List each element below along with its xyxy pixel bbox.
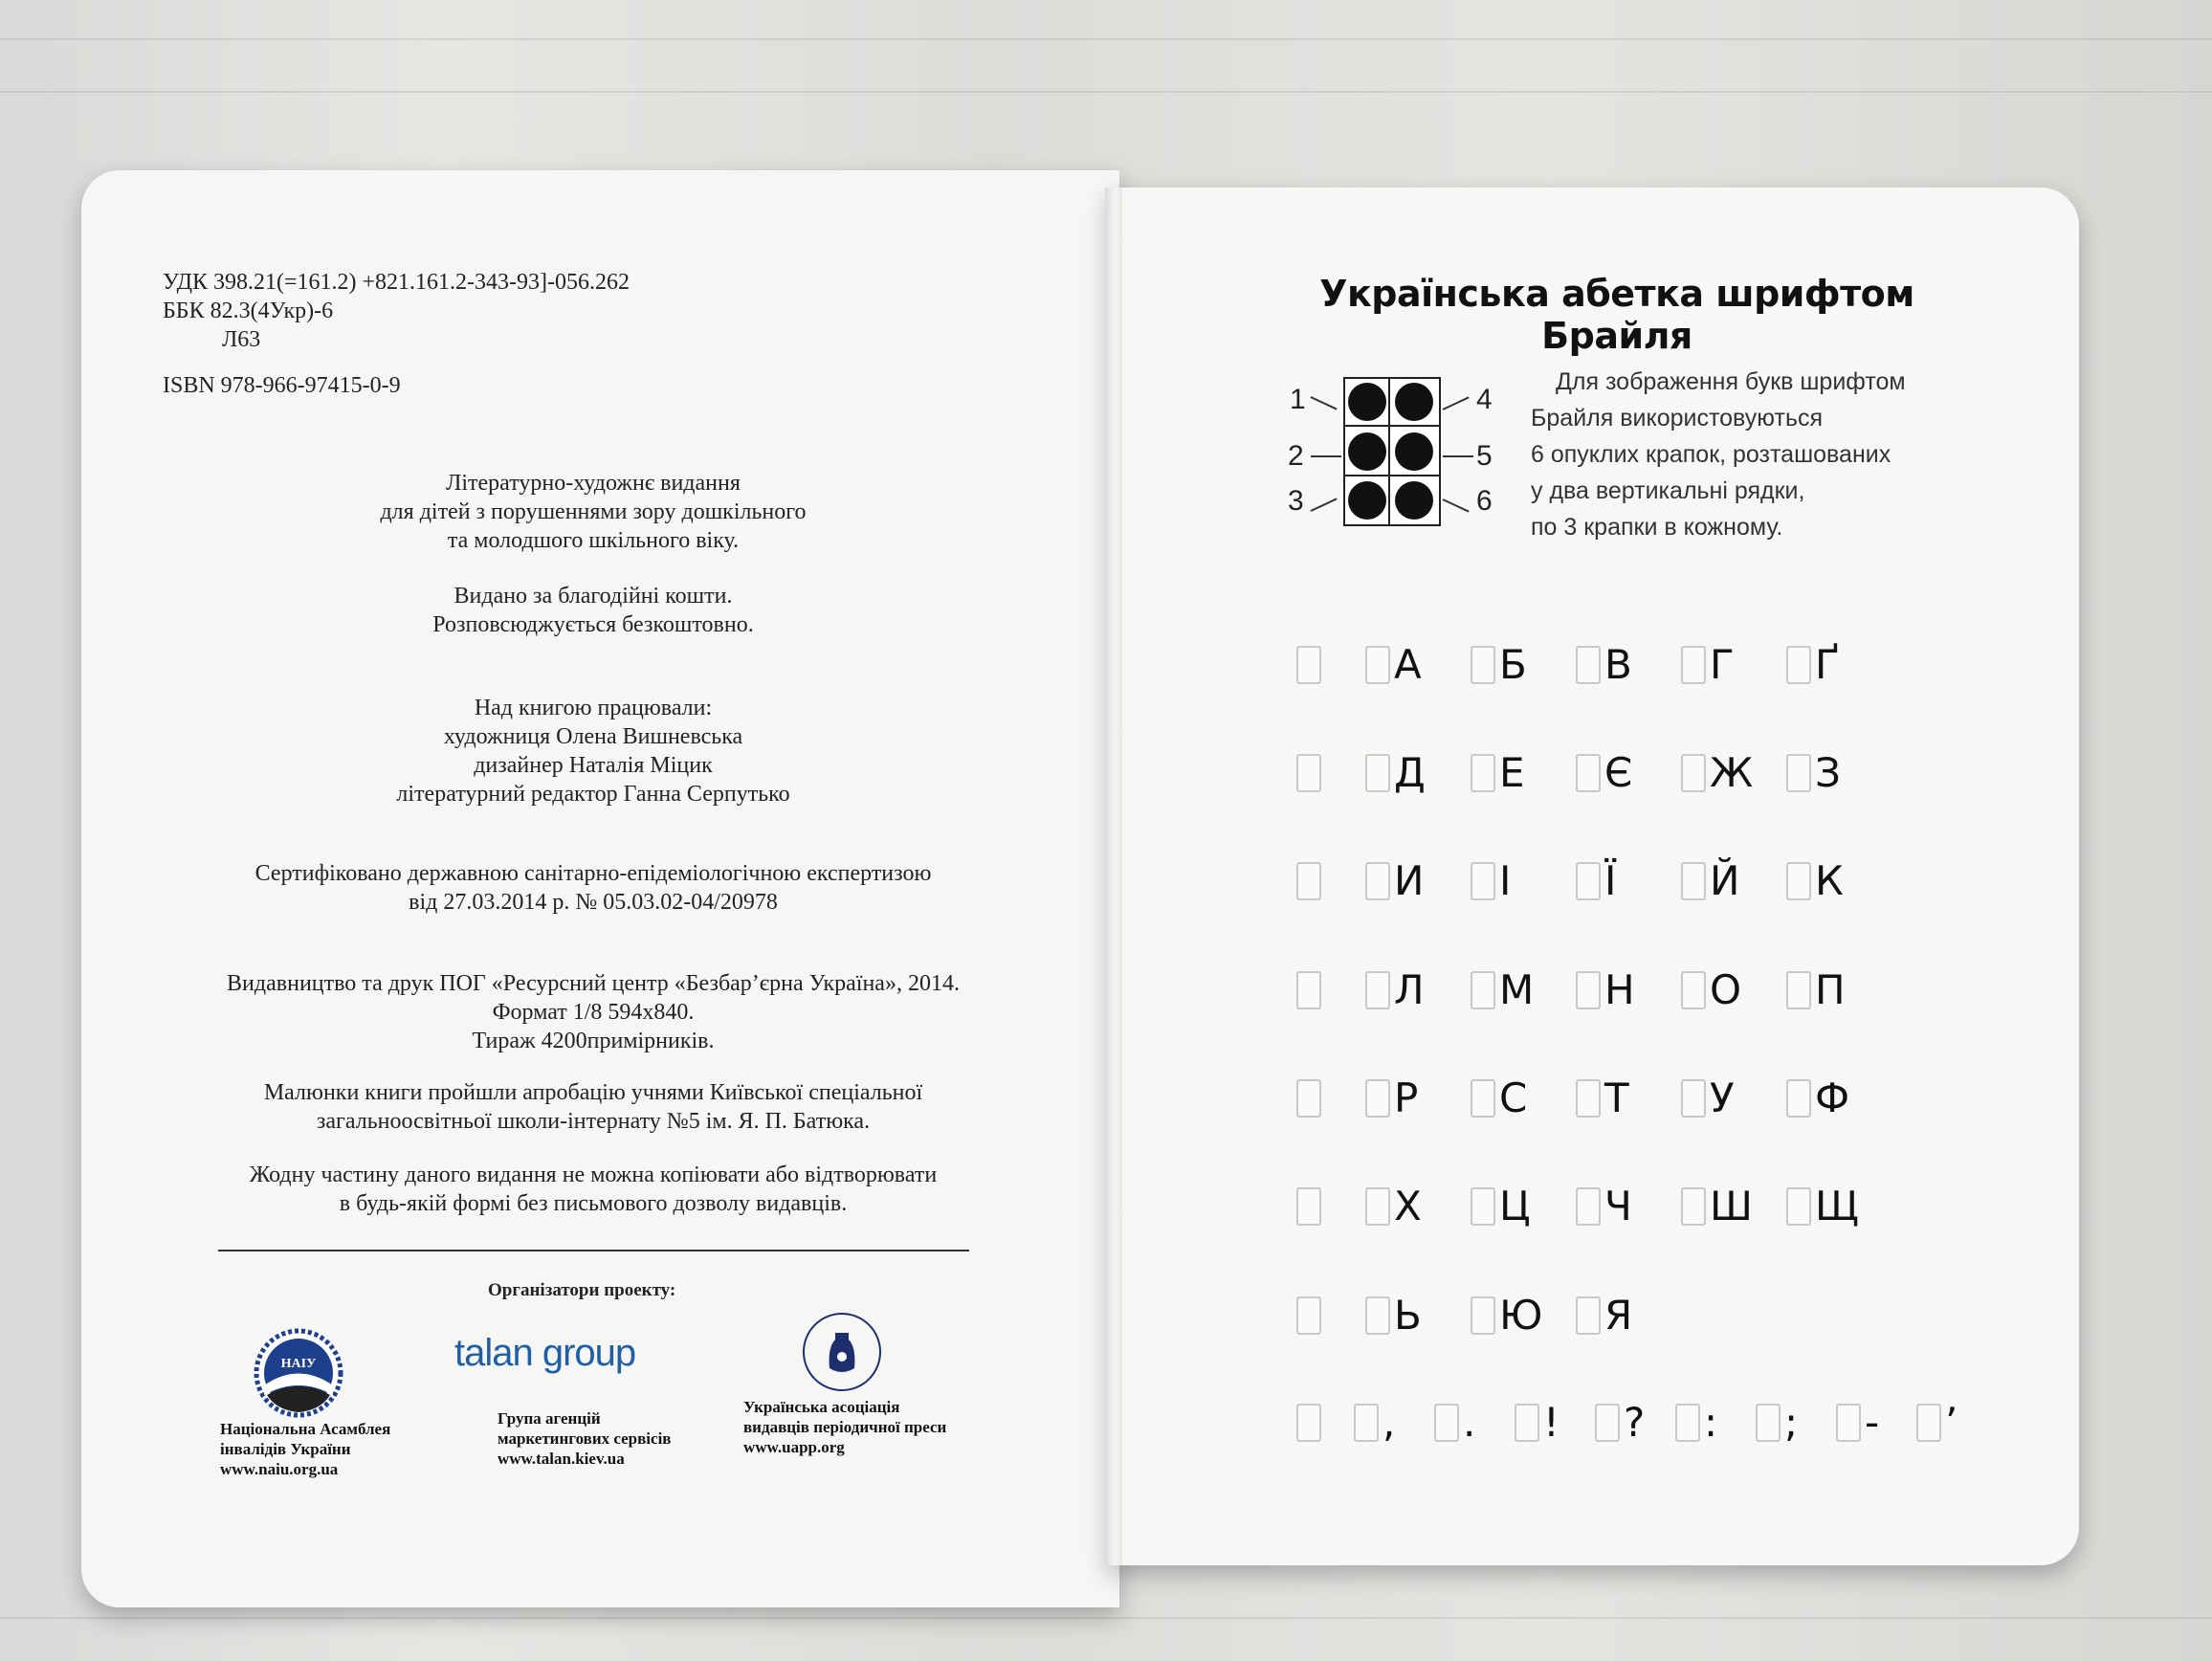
genre-line: для дітей з порушеннями зору дошкільного [380, 499, 807, 524]
approbation-line: загальноосвітньої школи-інтернату №5 ім. Я. П. Батюка. [316, 1109, 871, 1134]
embossed-braille-cell [1365, 1187, 1390, 1226]
alphabet-entry [1365, 1183, 1471, 1229]
naiu-caption [220, 1419, 390, 1479]
embossed-braille-cell [1786, 754, 1811, 792]
embossed-braille-cell [1296, 1079, 1321, 1118]
alphabet-row [1296, 1292, 1681, 1339]
alphabet-entry [1296, 971, 1365, 1009]
dot-number-5: 5 [1476, 440, 1493, 472]
embossed-braille-cell [1681, 646, 1706, 684]
alphabet-entry [1471, 1183, 1576, 1229]
certificate-line: від 27.03.2014 р. № 05.03.02-04/20978 [409, 890, 778, 915]
genre-line: та молодшого шкільного віку. [447, 528, 740, 553]
alphabet-entry [1786, 641, 1891, 688]
description-line: Брайля використовуються [1531, 405, 1824, 432]
team-block [287, 694, 899, 808]
embossed-braille-cell [1365, 1079, 1390, 1118]
alphabet-letter: Я [1604, 1292, 1633, 1339]
alphabet-letter: П [1815, 966, 1846, 1013]
alphabet-letter: М [1499, 966, 1535, 1013]
alphabet-entry [1365, 1074, 1471, 1121]
uapp-caption-line: Українська асоціація [743, 1398, 900, 1416]
alphabet-letter: Ш [1710, 1183, 1753, 1229]
alphabet-letter: О [1710, 966, 1742, 1013]
braille-dot-5 [1395, 432, 1433, 471]
embossed-braille-cell [1576, 754, 1601, 792]
alphabet-entry [1471, 966, 1576, 1013]
alphabet-letter: С [1499, 1074, 1528, 1121]
embossed-braille-cell [1576, 971, 1601, 1009]
alphabet-letter: Ч [1604, 1183, 1632, 1229]
leader-line [1311, 455, 1341, 457]
embossed-braille-cell [1296, 1296, 1321, 1335]
embossed-braille-cell [1471, 1296, 1495, 1335]
alphabet-entry [1786, 749, 1891, 796]
page-title: Українська абетка шрифтом Брайля [1319, 273, 1914, 357]
embossed-braille-cell [1595, 1404, 1620, 1442]
braille-dot-2 [1348, 432, 1386, 471]
embossed-braille-cell [1786, 971, 1811, 1009]
alphabet-entry [1296, 1187, 1365, 1226]
embossed-braille-cell [1681, 1079, 1706, 1118]
alphabet-entry [1296, 862, 1365, 900]
braille-dot-6 [1395, 481, 1433, 520]
alphabet-letter: Ц [1499, 1183, 1531, 1229]
alphabet-letter: Т [1604, 1074, 1629, 1121]
alphabet-letter: . [1463, 1399, 1476, 1446]
alphabet-entry [1681, 966, 1786, 1013]
embossed-braille-cell [1576, 646, 1601, 684]
uapp-caption [743, 1397, 946, 1457]
alphabet-row [1296, 966, 1891, 1013]
alphabet-entry [1681, 1183, 1786, 1229]
braille-dot-3 [1348, 481, 1386, 520]
cell-divider-horizontal [1343, 475, 1441, 476]
alphabet-entry [1916, 1399, 1997, 1446]
description-line: 6 опуклих крапок, розташованих [1531, 441, 1891, 468]
embossed-braille-cell [1576, 862, 1601, 900]
charity-line: Розповсюджується безкоштовно. [432, 612, 754, 637]
embossed-braille-cell [1675, 1404, 1700, 1442]
alphabet-letter: Д [1394, 749, 1426, 796]
embossed-braille-cell [1576, 1079, 1601, 1118]
embossed-braille-cell [1296, 971, 1321, 1009]
dot-number-6: 6 [1476, 485, 1493, 517]
alphabet-letter: К [1815, 857, 1844, 904]
talan-caption-line: www.talan.kiev.ua [498, 1450, 625, 1468]
alphabet-letter: Щ [1815, 1183, 1859, 1229]
alphabet-letter: А [1394, 641, 1422, 688]
naiu-logo [254, 1328, 343, 1418]
alphabet-letter: У [1710, 1074, 1735, 1121]
publisher-block [163, 969, 1024, 1055]
alphabet-letter: Є [1604, 749, 1633, 796]
embossed-braille-cell [1515, 1404, 1539, 1442]
embossed-braille-cell [1471, 646, 1495, 684]
team-line: художниця Олена Вишневська [443, 724, 743, 749]
alphabet-entry [1756, 1399, 1836, 1446]
alphabet-letter: Ґ [1815, 641, 1840, 688]
publisher-line: Видавництво та друк ПОГ «Ресурсний центр «Безбар’єрна Україна», 2014. [227, 971, 960, 996]
alphabet-letter: Х [1394, 1183, 1422, 1229]
embossed-braille-cell [1756, 1404, 1781, 1442]
talan-caption-line: Група агенцій [498, 1409, 601, 1428]
udk-line: УДК 398.21(=161.2) +821.161.2-343-93]-056.262 [163, 270, 630, 295]
alphabet-letter: Ф [1815, 1074, 1850, 1121]
embossed-braille-cell [1296, 754, 1321, 792]
embossed-braille-cell [1365, 646, 1390, 684]
braille-dot-4 [1395, 383, 1433, 421]
alphabet-entry [1576, 1074, 1681, 1121]
cell-divider-vertical [1388, 377, 1390, 526]
dot-number-1: 1 [1290, 384, 1306, 415]
dot-number-2: 2 [1288, 440, 1304, 472]
alphabet-entry [1354, 1399, 1434, 1446]
alphabet-letter: В [1604, 641, 1632, 688]
embossed-braille-cell [1836, 1404, 1861, 1442]
code-line: Л63 [222, 327, 261, 352]
bbk-line: ББК 82.3(4Укр)-6 [163, 299, 334, 323]
embossed-braille-cell [1681, 971, 1706, 1009]
alphabet-letter: ’ [1945, 1399, 1958, 1446]
genre-block [287, 469, 899, 639]
braille-description [1531, 364, 1952, 545]
description-line: по 3 крапки в кожному. [1531, 514, 1783, 541]
alphabet-letter: ? [1624, 1399, 1646, 1446]
alphabet-entry [1576, 1183, 1681, 1229]
talan-caption [498, 1408, 671, 1469]
divider [218, 1250, 969, 1251]
embossed-braille-cell [1786, 1079, 1811, 1118]
alphabet-entry [1576, 1292, 1681, 1339]
book-spine [1105, 188, 1122, 1565]
alphabet-entry [1471, 1292, 1576, 1339]
embossed-braille-cell [1786, 1187, 1811, 1226]
embossed-braille-cell [1576, 1187, 1601, 1226]
bibliographic-info [163, 268, 630, 400]
embossed-braille-cell [1471, 862, 1495, 900]
alphabet-row [1296, 1183, 1891, 1229]
alphabet-letter: ! [1543, 1399, 1559, 1446]
alphabet-letter: Й [1710, 857, 1740, 904]
alphabet-row [1296, 1074, 1891, 1121]
alphabet-letter: И [1394, 857, 1425, 904]
embossed-braille-cell [1471, 1079, 1495, 1118]
approbation-line: Малюнки книги пройшли апробацію учнями Київської спеціальної [263, 1080, 923, 1105]
team-line: Над книгою працювали: [474, 696, 713, 720]
alphabet-entry [1365, 749, 1471, 796]
alphabet-entry [1471, 1074, 1576, 1121]
alphabet-letter: Р [1394, 1074, 1419, 1121]
alphabet-entry [1296, 1404, 1354, 1442]
alphabet-entry [1296, 1296, 1365, 1335]
alphabet-letter: Ю [1499, 1292, 1543, 1339]
embossed-braille-cell [1365, 1296, 1390, 1335]
embossed-braille-cell [1354, 1404, 1379, 1442]
publisher-line: Тираж 4200примірників. [472, 1029, 715, 1053]
embossed-braille-cell [1681, 1187, 1706, 1226]
alphabet-entry [1365, 641, 1471, 688]
cell-divider-horizontal [1343, 425, 1441, 427]
dot-number-3: 3 [1288, 485, 1304, 517]
alphabet-entry [1471, 641, 1576, 688]
embossed-braille-cell [1296, 646, 1321, 684]
organizers-title: Організатори проекту: [488, 1280, 676, 1300]
genre-line: Літературно-художнє видання [446, 471, 741, 496]
uapp-caption-line: видавців періодичної преси [743, 1418, 947, 1436]
alphabet-entry [1296, 1079, 1365, 1118]
leader-line [1443, 455, 1473, 457]
certificate-line: Сертифіковано державною санітарно-епідеміологічною експертизою [254, 861, 932, 886]
naiu-caption-line: www.naiu.org.ua [220, 1460, 339, 1478]
alphabet-letter: ; [1784, 1399, 1799, 1446]
alphabet-entry [1471, 857, 1576, 904]
certificate-block [182, 859, 1005, 917]
alphabet-entry [1675, 1399, 1756, 1446]
team-line: літературний редактор Ганна Серпутько [396, 782, 790, 807]
dot-number-4: 4 [1476, 384, 1493, 415]
alphabet-entry [1681, 1074, 1786, 1121]
braille-dot-1 [1348, 383, 1386, 421]
alphabet-letter: , [1382, 1399, 1396, 1446]
alphabet-entry [1786, 1074, 1891, 1121]
alphabet-entry [1836, 1399, 1916, 1446]
naiu-caption-line: Національна Асамблея [220, 1420, 391, 1438]
description-line: Для зображення букв шрифтом [1556, 368, 1906, 395]
isbn-line: ISBN 978-966-97415-0-9 [163, 373, 401, 398]
alphabet-entry [1365, 1292, 1471, 1339]
alphabet-entry [1471, 749, 1576, 796]
alphabet-entry [1786, 966, 1891, 1013]
publisher-line: Формат 1/8 594х840. [492, 1000, 695, 1025]
embossed-braille-cell [1786, 646, 1811, 684]
charity-line: Видано за благодійні кошти. [453, 584, 733, 609]
alphabet-entry [1296, 646, 1365, 684]
embossed-braille-cell [1576, 1296, 1601, 1335]
talan-logo [454, 1332, 635, 1375]
embossed-braille-cell [1681, 754, 1706, 792]
alphabet-entry [1576, 749, 1681, 796]
embossed-braille-cell [1296, 1187, 1321, 1226]
alphabet-letter: Е [1499, 749, 1525, 796]
embossed-braille-cell [1681, 862, 1706, 900]
description-line: у два вертикальні рядки, [1531, 477, 1805, 504]
embossed-braille-cell [1365, 862, 1390, 900]
copyright-line: в будь-якій формі без письмового дозволу видавців. [339, 1191, 848, 1216]
alphabet-row [1296, 1399, 1997, 1446]
naiu-caption-line: інвалідів України [220, 1440, 351, 1458]
embossed-braille-cell [1786, 862, 1811, 900]
alphabet-entry [1681, 641, 1786, 688]
alphabet-entry [1365, 966, 1471, 1013]
alphabet-entry [1296, 754, 1365, 792]
alphabet-entry [1576, 641, 1681, 688]
alphabet-letter: З [1815, 749, 1841, 796]
alphabet-letter: Л [1394, 966, 1425, 1013]
naiu-logo-text: НАІУ [280, 1357, 317, 1371]
talan-logo-text: talan group [454, 1332, 636, 1374]
alphabet-entry [1786, 1183, 1891, 1229]
alphabet-letter: Ж [1710, 749, 1754, 796]
alphabet-entry [1595, 1399, 1675, 1446]
embossed-braille-cell [1471, 1187, 1495, 1226]
talan-caption-line: маркетингових сервісів [498, 1429, 672, 1448]
embossed-braille-cell [1365, 971, 1390, 1009]
alphabet-entry [1681, 749, 1786, 796]
alphabet-letter: Ь [1394, 1292, 1422, 1339]
embossed-braille-cell [1471, 971, 1495, 1009]
alphabet-entry [1576, 857, 1681, 904]
alphabet-letter: Г [1710, 641, 1735, 688]
embossed-braille-cell [1471, 754, 1495, 792]
alphabet-entry [1681, 857, 1786, 904]
alphabet-entry [1365, 857, 1471, 904]
alphabet-letter: Б [1499, 641, 1527, 688]
alphabet-letter: : [1704, 1399, 1718, 1446]
alphabet-row [1296, 749, 1891, 796]
copyright-block [163, 1161, 1024, 1218]
approbation-block [163, 1078, 1024, 1136]
embossed-braille-cell [1434, 1404, 1459, 1442]
team-line: дизайнер Наталія Міцик [474, 753, 713, 778]
alphabet-letter: Н [1604, 966, 1635, 1013]
alphabet-letter: Ї [1604, 857, 1617, 904]
alphabet-entry [1576, 966, 1681, 1013]
uapp-logo [799, 1309, 885, 1395]
alphabet-entry [1434, 1399, 1515, 1446]
embossed-braille-cell [1296, 1404, 1321, 1442]
embossed-braille-cell [1296, 862, 1321, 900]
alphabet-entry [1786, 857, 1891, 904]
alphabet-row [1296, 857, 1891, 904]
uapp-caption-line: www.uapp.org [743, 1438, 845, 1456]
alphabet-entry [1515, 1399, 1595, 1446]
embossed-braille-cell [1916, 1404, 1941, 1442]
alphabet-letter: - [1865, 1399, 1880, 1446]
copyright-line: Жодну частину даного видання не можна копіювати або відтворювати [249, 1163, 938, 1187]
embossed-braille-cell [1365, 754, 1390, 792]
alphabet-row [1296, 641, 1891, 688]
alphabet-letter: І [1499, 857, 1512, 904]
